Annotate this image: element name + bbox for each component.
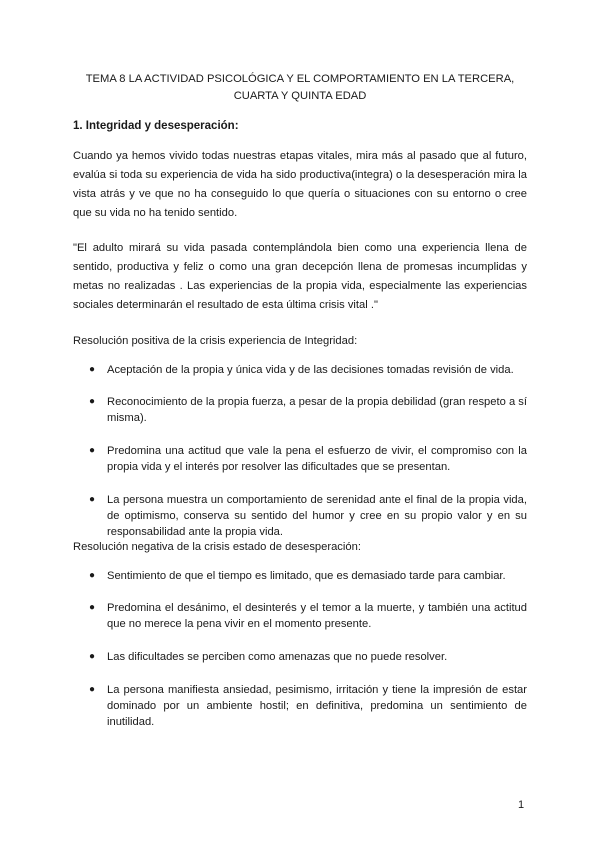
list-item bbox=[73, 394, 527, 426]
list-item-text: Predomina el desánimo, el desinterés y el temor a la muerte, y también una actitud que no merece la pena vivir en el momento presente. bbox=[107, 602, 527, 630]
bullet-icon: ● bbox=[89, 396, 96, 407]
page-number: 1 bbox=[518, 799, 525, 811]
bullet-icon: ● bbox=[89, 651, 96, 662]
title-line-1: TEMA 8 LA ACTIVIDAD PSICOLÓGICA Y EL COMPORTAMIENTO EN LA TERCERA, bbox=[85, 73, 515, 85]
bullet-icon: ● bbox=[89, 494, 96, 505]
list-item bbox=[73, 492, 527, 540]
paragraph-quote: "El adulto mirará su vida pasada contemplándola bien como una experiencia llena de sentido, productiva y feliz o como una gran decepción llena de promesas incumplidas y metas no realizadas . Las experiencias de la propia vida, especialmente las experiencias sociales determinarán el resultado de esta última crisis vital ." bbox=[73, 242, 527, 311]
list-item-text: Predomina una actitud que vale la pena el esfuerzo de vivir, el compromiso con la propia vida y el interés por resolver las dificultades que se presentan. bbox=[107, 445, 527, 473]
list-item-text: Aceptación de la propia y única vida y de las decisiones tomadas revisión de vida. bbox=[107, 364, 514, 376]
page-title bbox=[70, 71, 530, 105]
list-item bbox=[73, 649, 527, 665]
list-item-text: Reconocimiento de la propia fuerza, a pesar de la propia debilidad (gran respeto a sí misma). bbox=[107, 396, 527, 424]
list-item bbox=[73, 682, 527, 730]
list-item-text: La persona muestra un comportamiento de serenidad ante el final de la propia vida, de optimismo, conserva su sentido del humor y cree en su propio valor y en su responsabilidad ante la propia vida. bbox=[107, 494, 527, 538]
list-item bbox=[73, 362, 527, 378]
positive-list bbox=[73, 362, 527, 540]
list-item bbox=[73, 443, 527, 475]
positive-resolution-label: Resolución positiva de la crisis experiencia de Integridad: bbox=[73, 335, 358, 347]
section-heading: 1. Integridad y desesperación: bbox=[73, 120, 239, 132]
list-item bbox=[73, 568, 527, 584]
list-item-text: Las dificultades se perciben como amenazas que no puede resolver. bbox=[107, 651, 448, 663]
negative-list bbox=[73, 568, 527, 730]
bullet-icon: ● bbox=[89, 445, 96, 456]
list-item bbox=[73, 600, 527, 632]
bullet-icon: ● bbox=[89, 684, 96, 695]
negative-resolution-label: Resolución negativa de la crisis estado de desesperación: bbox=[73, 541, 361, 553]
title-line-2: CUARTA Y QUINTA EDAD bbox=[233, 90, 367, 102]
list-item-text: La persona manifiesta ansiedad, pesimismo, irritación y tiene la impresión de estar dominado por un ambiente hostil; en definitiva, predomina un sentimiento de inutilidad. bbox=[107, 684, 527, 728]
paragraph-intro: Cuando ya hemos vivido todas nuestras etapas vitales, mira más al pasado que al futuro, evalúa si toda su experiencia de vida ha sido productiva(integra) o la desesperación mira la vista atrás y ve que no ha conseguido lo que quería o situaciones con su entorno o cree que su vida no ha tenido sentido. bbox=[73, 150, 527, 219]
bullet-icon: ● bbox=[89, 364, 96, 375]
bullet-icon: ● bbox=[89, 570, 96, 581]
bullet-icon: ● bbox=[89, 602, 96, 613]
list-item-text: Sentimiento de que el tiempo es limitado, que es demasiado tarde para cambiar. bbox=[107, 570, 506, 582]
